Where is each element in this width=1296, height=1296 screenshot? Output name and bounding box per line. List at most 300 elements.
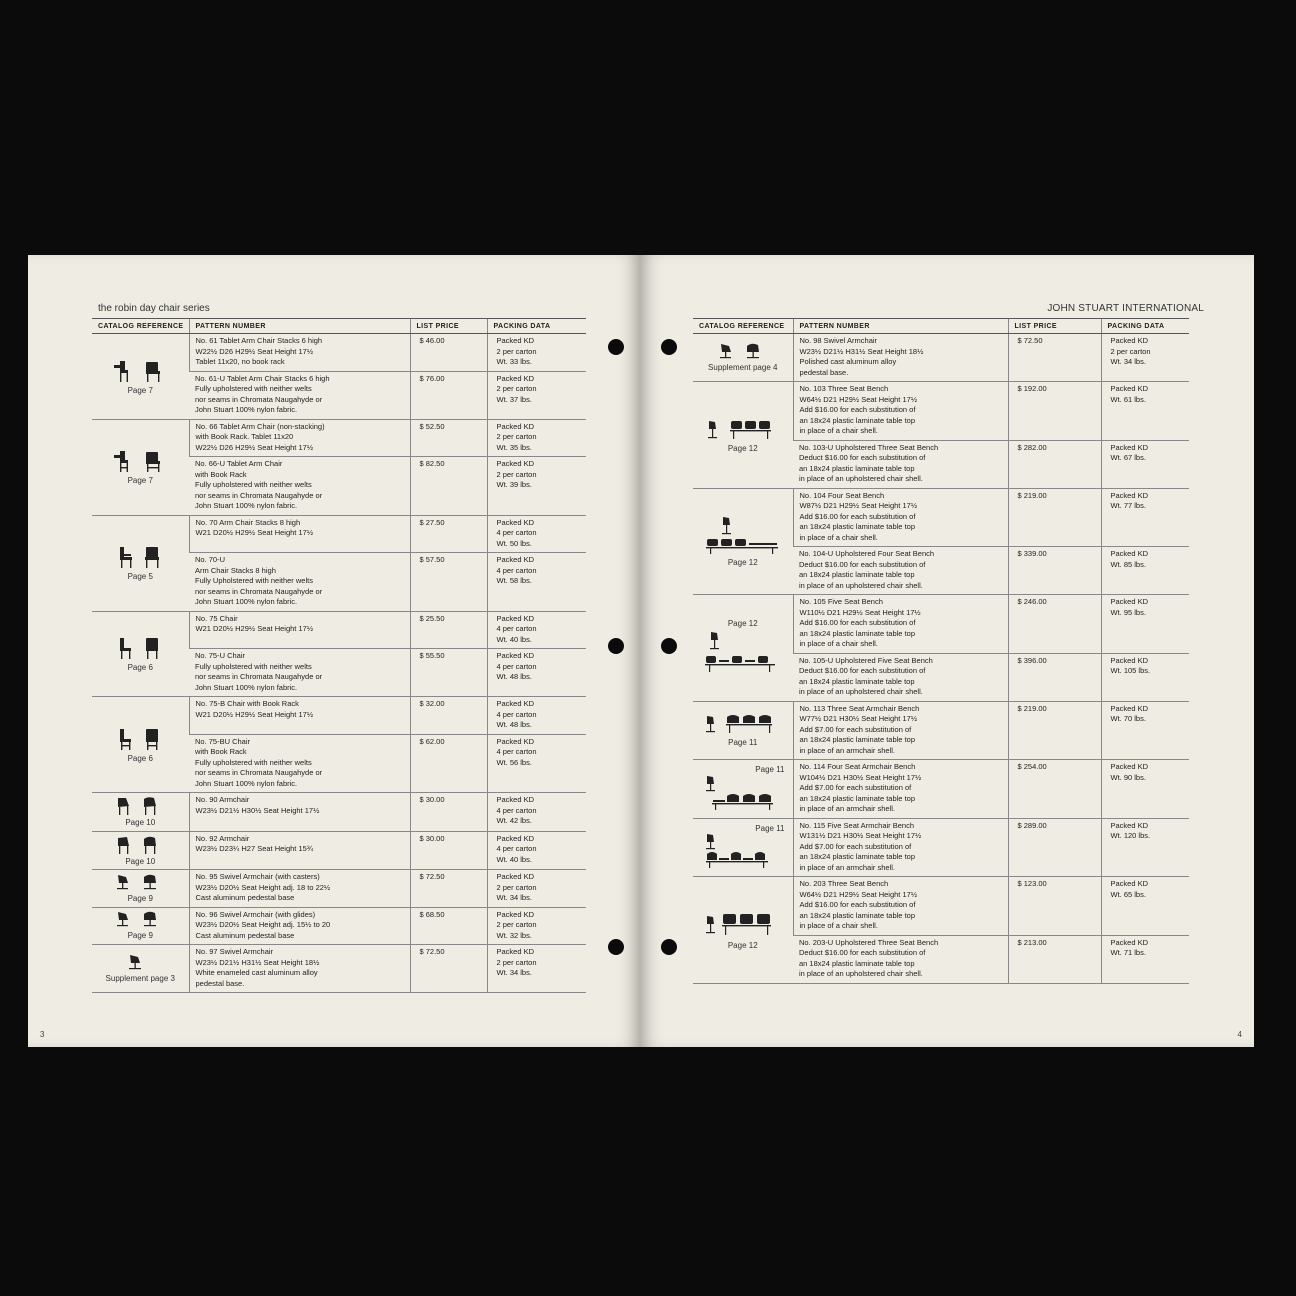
packing-line: Wt. 34 lbs.: [496, 968, 532, 977]
packing-cell: [1101, 818, 1189, 877]
pattern-line: Deduct $16.00 for each substitution of: [799, 559, 926, 569]
pattern-line: No. 103-U Upholstered Three Seat Bench: [799, 442, 939, 452]
swivel-armchair-icon: [110, 910, 170, 928]
catalog-reference-cell: [92, 611, 189, 697]
list-price: $ 52.50: [410, 419, 487, 457]
pattern-line: nor seams in Chromata Naugahyde or: [195, 394, 323, 404]
packing-line: Wt. 105 lbs.: [1110, 666, 1151, 675]
packing-line: Wt. 95 lbs.: [1110, 607, 1146, 617]
packing-line: Packed KD: [496, 736, 535, 746]
packing-line: Packed KD: [1110, 820, 1149, 830]
table-row: [92, 697, 586, 735]
pattern-line: pedestal base.: [195, 978, 245, 988]
left-page: [28, 255, 640, 1047]
table-row: [693, 595, 1189, 654]
packing-cell: [487, 907, 586, 945]
side-chair-icon: [110, 634, 170, 660]
pattern-cell: [189, 907, 410, 945]
pattern-line: Deduct $16.00 for each substitution of: [799, 666, 926, 675]
pattern-line: W22½ D26 H29½ Seat Height 17½: [195, 442, 314, 452]
list-price: $ 62.00: [410, 734, 487, 793]
page-number: 3: [40, 1030, 45, 1039]
packing-cell: [1101, 653, 1189, 701]
binder-hole: [608, 339, 624, 355]
pattern-line: White enameled cast aluminum alloy: [195, 968, 318, 977]
four-seat-armchair-bench-icon: [703, 776, 783, 810]
pattern-line: W23½ D21½ H30½ Seat Height 17½: [195, 805, 320, 815]
five-seat-armchair-bench-icon: [703, 834, 783, 868]
swivel-armchair-icon: [110, 953, 170, 971]
pattern-line: an 18x24 plastic laminate table top: [799, 570, 915, 579]
list-price: $ 25.50: [410, 611, 487, 649]
pattern-line: an 18x24 plastic laminate table top: [799, 415, 915, 425]
pattern-line: John Stuart 100% nylon fabric.: [195, 682, 298, 692]
col-packing-data: PACKING DATA: [487, 319, 586, 334]
pattern-cell: [189, 945, 410, 993]
table-row: [92, 831, 586, 870]
packing-line: Packed KD: [496, 421, 535, 431]
pattern-cell: [189, 793, 410, 832]
pattern-line: No. 115 Five Seat Armchair Bench: [799, 820, 914, 830]
packing-line: Packed KD: [496, 517, 535, 527]
packing-cell: [487, 553, 586, 612]
col-catalog-reference: CATALOG REFERENCE: [693, 319, 793, 334]
swivel-armchair-icon: [713, 342, 773, 360]
packing-cell: [487, 649, 586, 697]
col-pattern-number: PATTERN NUMBER: [189, 319, 410, 334]
pattern-line: Add $16.00 for each substitution of: [799, 511, 916, 521]
packing-line: 4 per carton: [496, 624, 537, 633]
packing-line: Wt. 48 lbs.: [496, 720, 532, 729]
list-price: $ 254.00: [1008, 760, 1101, 819]
pattern-cell: [189, 371, 410, 419]
pattern-line: W21 D20½ H29½ Seat Height 17½: [195, 528, 314, 537]
packing-line: Packed KD: [496, 947, 535, 956]
pattern-line: in place of an upholstered chair shell.: [799, 969, 923, 978]
list-price: $ 30.00: [410, 793, 487, 832]
pattern-line: in place of a chair shell.: [799, 532, 878, 542]
packing-line: Wt. 42 lbs.: [496, 816, 532, 825]
packing-line: Packed KD: [496, 872, 535, 881]
packing-line: 4 per carton: [496, 844, 537, 853]
pattern-line: No. 70-U: [195, 555, 226, 564]
pattern-line: pedestal base.: [799, 367, 849, 377]
four-seat-bench-icon: [703, 515, 783, 555]
table-row: [92, 419, 586, 457]
packing-cell: [1101, 440, 1189, 488]
pattern-cell: [189, 831, 410, 870]
packing-cell: [1101, 877, 1189, 936]
packing-cell: [487, 831, 586, 870]
binder-hole: [608, 939, 624, 955]
packing-line: Wt. 85 lbs.: [1110, 559, 1146, 569]
list-price: $ 213.00: [1008, 935, 1101, 983]
list-price: $ 123.00: [1008, 877, 1101, 936]
pattern-line: W23½ D20½ Seat Height adj. 15½ to 20: [195, 920, 331, 929]
packing-cell: [487, 945, 586, 993]
pattern-line: W23½ D21½ H31½ Seat Height 18½: [799, 346, 924, 356]
chair-book-rack-icon: [110, 725, 170, 751]
packing-line: Wt. 40 lbs.: [496, 854, 532, 864]
catalog-page-ref: Page 12: [727, 444, 758, 453]
packing-cell: [487, 697, 586, 735]
packing-line: 2 per carton: [496, 882, 537, 892]
packing-line: Packed KD: [496, 459, 535, 468]
pattern-line: Add $16.00 for each substitution of: [799, 618, 916, 627]
table-row: [92, 515, 586, 553]
packing-line: Packed KD: [1110, 549, 1149, 558]
list-price: $ 27.50: [410, 515, 487, 553]
pattern-line: in place of a chair shell.: [799, 426, 878, 435]
pattern-line: with Book Rack: [195, 747, 247, 756]
pattern-line: Cast aluminum pedestal base: [195, 930, 295, 940]
pattern-cell: [189, 611, 410, 649]
packing-line: Wt. 32 lbs.: [496, 930, 532, 940]
pattern-line: an 18x24 plastic laminate table top: [799, 793, 915, 803]
pattern-line: in place of a chair shell.: [799, 639, 878, 648]
pattern-line: No. 203-U Upholstered Three Seat Bench: [799, 937, 939, 947]
table-row: [693, 701, 1189, 760]
packing-line: Packed KD: [1110, 703, 1149, 713]
pattern-line: in place of an upholstered chair shell.: [799, 474, 923, 483]
catalog-reference-cell: [693, 818, 793, 877]
catalog-reference-cell: [92, 419, 189, 515]
catalog-reference-cell: [693, 877, 793, 984]
pattern-cell: [793, 760, 1008, 819]
packing-line: Wt. 67 lbs.: [1110, 453, 1146, 462]
table-row: [693, 760, 1189, 819]
catalog-page-ref: Page 11: [728, 737, 758, 747]
pattern-line: W104½ D21 H30½ Seat Height 17½: [799, 772, 922, 782]
pattern-line: W23½ D20½ Seat Height adj. 18 to 22½: [195, 882, 331, 892]
list-price: $ 72.50: [410, 945, 487, 993]
packing-line: Packed KD: [496, 833, 535, 843]
pattern-cell: [793, 488, 1008, 547]
table-row: [92, 334, 586, 372]
catalog-reference-cell: [92, 515, 189, 611]
packing-line: Packed KD: [1110, 442, 1149, 452]
company-name: JOHN STUART INTERNATIONAL: [1047, 303, 1204, 314]
pattern-line: Add $16.00 for each substitution of: [799, 900, 916, 909]
list-price: $ 68.50: [410, 907, 487, 945]
pattern-line: No. 75 Chair: [195, 613, 238, 623]
binder-hole: [608, 638, 624, 654]
pattern-line: nor seams in Chromata Naugahyde or: [195, 768, 323, 777]
list-price: $ 219.00: [1008, 488, 1101, 547]
pattern-line: Add $7.00 for each substitution of: [799, 841, 912, 851]
packing-line: 4 per carton: [496, 661, 537, 671]
packing-cell: [487, 515, 586, 553]
list-price: $ 246.00: [1008, 595, 1101, 654]
list-price: $ 289.00: [1008, 818, 1101, 877]
packing-line: Packed KD: [1110, 937, 1149, 947]
pattern-line: Fully upholstered with neither welts: [195, 384, 312, 393]
armchair-icon: [110, 834, 170, 854]
pattern-line: John Stuart 100% nylon fabric.: [195, 405, 298, 414]
five-seat-bench-icon: [703, 630, 783, 674]
pattern-cell: [793, 653, 1008, 701]
pattern-line: W110½ D21 H29½ Seat Height 17½: [799, 607, 921, 617]
pattern-cell: [793, 595, 1008, 654]
packing-line: Packed KD: [1110, 490, 1149, 500]
table-row: [92, 870, 586, 908]
pattern-line: No. 97 Swivel Armchair: [195, 947, 274, 956]
catalog-page-ref: Page 9: [127, 893, 153, 903]
packing-line: Wt. 34 lbs.: [1110, 357, 1146, 366]
pattern-line: in place of an armchair shell.: [799, 745, 895, 755]
packing-line: Wt. 65 lbs.: [1110, 889, 1146, 899]
pattern-line: No. 113 Three Seat Armchair Bench: [799, 703, 920, 713]
pattern-line: Deduct $16.00 for each substitution of: [799, 948, 926, 957]
packing-line: 2 per carton: [1110, 346, 1151, 356]
pattern-line: in place of an upholstered chair shell.: [799, 580, 923, 590]
pattern-line: No. 75-U Chair: [195, 651, 246, 660]
list-price: $ 82.50: [410, 457, 487, 516]
packing-line: 2 per carton: [496, 957, 537, 967]
packing-line: 2 per carton: [496, 469, 537, 479]
three-seat-bench-icon: [703, 908, 783, 938]
packing-cell: [487, 793, 586, 832]
pattern-line: Fully Upholstered with neither welts: [195, 576, 313, 585]
catalog-page-ref: Page 11: [755, 765, 785, 774]
packing-line: 4 per carton: [496, 747, 537, 756]
packing-line: Packed KD: [496, 651, 535, 660]
packing-line: Wt. 48 lbs.: [496, 672, 532, 681]
packing-line: Packed KD: [496, 555, 535, 564]
catalog-page-ref: Page 9: [127, 931, 153, 940]
col-catalog-reference: CATALOG REFERENCE: [92, 319, 189, 334]
catalog-page-ref: Page 10: [125, 818, 156, 827]
pattern-cell: [189, 870, 410, 908]
three-seat-bench-icon: [703, 415, 783, 441]
catalog-page-ref: Page 7: [127, 476, 153, 486]
pattern-line: in place of a chair shell.: [799, 921, 878, 930]
pattern-cell: [793, 935, 1008, 983]
catalog-page-ref: Supplement page 4: [708, 362, 778, 372]
pattern-line: W23½ D23¼ H27 Seat Height 15¾: [195, 844, 314, 853]
pattern-line: Arm Chair Stacks 8 high: [195, 565, 276, 575]
catalog-reference-cell: [92, 831, 189, 870]
packing-cell: [1101, 547, 1189, 595]
pattern-line: Add $16.00 for each substitution of: [799, 405, 916, 414]
col-list-price: LIST PRICE: [410, 319, 487, 334]
packing-cell: [487, 611, 586, 649]
three-seat-armchair-bench-icon: [703, 713, 783, 735]
list-price: $ 72.50: [1008, 334, 1101, 382]
catalog-reference-cell: [693, 334, 793, 382]
pattern-line: W21 D20½ H29½ Seat Height 17½: [195, 624, 314, 633]
pattern-line: in place of an upholstered chair shell.: [799, 687, 923, 696]
tablet-chair-book-rack-icon: [110, 447, 170, 473]
packing-line: 2 per carton: [496, 432, 537, 441]
packing-cell: [487, 371, 586, 419]
pattern-line: John Stuart 100% nylon fabric.: [195, 501, 298, 510]
col-packing-data: PACKING DATA: [1101, 319, 1189, 334]
pattern-line: W22½ D26 H29½ Seat Height 17½: [195, 346, 314, 356]
packing-line: Packed KD: [496, 795, 535, 804]
packing-line: Wt. 37 lbs.: [496, 394, 532, 404]
col-pattern-number: PATTERN NUMBER: [793, 319, 1008, 334]
catalog-reference-cell: [92, 334, 189, 420]
catalog-page-ref: Page 10: [125, 856, 156, 866]
pattern-line: in place of an armchair shell.: [799, 804, 895, 813]
catalog-reference-cell: [693, 595, 793, 702]
packing-line: 2 per carton: [496, 920, 537, 929]
pattern-line: No. 103 Three Seat Bench: [799, 384, 889, 393]
list-price: $ 339.00: [1008, 547, 1101, 595]
pattern-cell: [793, 382, 1008, 441]
packing-cell: [1101, 935, 1189, 983]
price-list-table-left: [92, 318, 586, 993]
packing-line: Packed KD: [496, 373, 535, 383]
catalog-page-ref: Page 5: [127, 572, 153, 582]
packing-line: Packed KD: [1110, 655, 1149, 665]
pattern-line: in place of an armchair shell.: [799, 862, 895, 872]
pattern-line: Add $7.00 for each substitution of: [799, 724, 912, 734]
binder-hole: [661, 939, 677, 955]
catalog-page-ref: Page 6: [127, 663, 153, 672]
pattern-line: No. 105-U Upholstered Five Seat Bench: [799, 655, 933, 665]
packing-line: Wt. 71 lbs.: [1110, 948, 1146, 957]
list-price: $ 57.50: [410, 553, 487, 612]
pattern-line: W64½ D21 H29½ Seat Height 17½: [799, 889, 918, 899]
pattern-line: No. 104 Four Seat Bench: [799, 490, 885, 500]
pattern-line: an 18x24 plastic laminate table top: [799, 676, 915, 686]
pattern-line: No. 61 Tablet Arm Chair Stacks 6 high: [195, 336, 323, 345]
pattern-cell: [793, 334, 1008, 382]
pattern-line: an 18x24 plastic laminate table top: [799, 852, 915, 861]
packing-line: 4 per carton: [496, 805, 537, 815]
pattern-cell: [793, 818, 1008, 877]
packing-line: 2 per carton: [496, 346, 537, 356]
pattern-line: No. 203 Three Seat Bench: [799, 879, 889, 888]
price-list-table-right: [693, 318, 1189, 984]
table-row: [92, 945, 586, 993]
pattern-line: Fully upholstered with neither welts: [195, 757, 312, 767]
list-price: $ 192.00: [1008, 382, 1101, 441]
pattern-cell: [189, 553, 410, 612]
packing-line: Packed KD: [1110, 336, 1149, 345]
packing-line: Packed KD: [1110, 597, 1149, 606]
tablet-arm-chair-icon: [110, 357, 170, 383]
packing-line: Packed KD: [496, 336, 535, 345]
pattern-line: an 18x24 plastic laminate table top: [799, 910, 915, 920]
pattern-line: No. 66-U Tablet Arm Chair: [195, 459, 283, 468]
armchair-icon: [110, 795, 170, 815]
table-row: [693, 334, 1189, 382]
pattern-line: John Stuart 100% nylon fabric.: [195, 778, 298, 788]
catalog-reference-cell: [92, 870, 189, 908]
pattern-cell: [793, 547, 1008, 595]
pattern-cell: [189, 334, 410, 372]
packing-line: 2 per carton: [496, 384, 537, 393]
pattern-line: Fully upholstered with neither welts: [195, 480, 312, 489]
packing-line: Wt. 120 lbs.: [1110, 831, 1151, 840]
catalog-page-ref: Page 6: [127, 753, 153, 763]
catalog-page-ref: Supplement page 3: [105, 973, 175, 983]
list-price: $ 396.00: [1008, 653, 1101, 701]
packing-line: Packed KD: [1110, 762, 1149, 771]
list-price: $ 32.00: [410, 697, 487, 735]
pattern-line: No. 75-BU Chair: [195, 736, 251, 746]
table-row: [92, 611, 586, 649]
pattern-line: nor seams in Chromata Naugahyde or: [195, 586, 323, 596]
packing-cell: [487, 334, 586, 372]
pattern-line: an 18x24 plastic laminate table top: [799, 735, 915, 744]
catalog-reference-cell: [693, 488, 793, 595]
table-row: [693, 877, 1189, 936]
list-price: $ 282.00: [1008, 440, 1101, 488]
packing-line: Packed KD: [1110, 879, 1149, 888]
packing-cell: [1101, 382, 1189, 441]
pattern-line: No. 104-U Upholstered Four Seat Bench: [799, 549, 935, 558]
swivel-armchair-icon: [110, 873, 170, 891]
pattern-line: Add $7.00 for each substitution of: [799, 783, 912, 792]
table-row: [92, 907, 586, 945]
pattern-line: an 18x24 plastic laminate table top: [799, 958, 915, 968]
packing-cell: [1101, 760, 1189, 819]
pattern-line: W64½ D21 H29½ Seat Height 17½: [799, 394, 918, 404]
pattern-cell: [189, 734, 410, 793]
pattern-cell: [189, 515, 410, 553]
packing-line: Wt. 33 lbs.: [496, 357, 532, 366]
pattern-cell: [793, 877, 1008, 936]
pattern-line: Cast aluminum pedestal base: [195, 893, 295, 902]
packing-cell: [487, 457, 586, 516]
catalog-page-ref: Page 11: [755, 823, 785, 833]
pattern-line: nor seams in Chromata Naugahyde or: [195, 490, 323, 500]
pattern-line: Fully upholstered with neither welts: [195, 661, 312, 671]
list-price: $ 76.00: [410, 371, 487, 419]
packing-line: 4 per carton: [496, 565, 537, 575]
catalog-page-ref: Page 12: [727, 941, 758, 950]
catalog-reference-cell: [693, 701, 793, 760]
pattern-cell: [189, 697, 410, 735]
packing-cell: [1101, 701, 1189, 760]
packing-cell: [1101, 488, 1189, 547]
pattern-line: No. 96 Swivel Armchair (with glides): [195, 909, 316, 919]
pattern-line: No. 98 Swivel Armchair: [799, 336, 878, 345]
table-row: [693, 382, 1189, 441]
binder-hole: [661, 638, 677, 654]
arm-chair-icon: [110, 543, 170, 569]
pattern-line: No. 90 Armchair: [195, 795, 250, 804]
pattern-line: No. 70 Arm Chair Stacks 8 high: [195, 517, 301, 527]
pattern-line: No. 75-B Chair with Book Rack: [195, 699, 299, 708]
pattern-line: W131½ D21 H30½ Seat Height 17½: [799, 831, 922, 840]
pattern-line: W21 D20½ H29½ Seat Height 17½: [195, 709, 314, 719]
packing-line: Wt. 61 lbs.: [1110, 394, 1146, 404]
pattern-line: an 18x24 plastic laminate table top: [799, 463, 915, 473]
packing-line: Packed KD: [1110, 384, 1149, 393]
packing-cell: [1101, 334, 1189, 382]
packing-line: Wt. 50 lbs.: [496, 538, 532, 548]
list-price: $ 46.00: [410, 334, 487, 372]
pattern-line: nor seams in Chromata Naugahyde or: [195, 672, 323, 681]
pattern-cell: [793, 440, 1008, 488]
catalog-reference-cell: [693, 382, 793, 489]
table-row: [92, 793, 586, 832]
packing-line: 4 per carton: [496, 528, 537, 537]
pattern-line: Tablet 11x20, no book rack: [195, 357, 285, 366]
pattern-line: an 18x24 plastic laminate table top: [799, 522, 915, 531]
packing-line: Wt. 70 lbs.: [1110, 714, 1146, 723]
pattern-line: No. 61-U Tablet Arm Chair Stacks 6 high: [195, 373, 330, 383]
right-page: [640, 255, 1254, 1047]
pattern-line: with Book Rack: [195, 469, 247, 479]
pattern-line: Polished cast aluminum alloy: [799, 357, 897, 366]
pattern-line: No. 92 Armchair: [195, 833, 250, 843]
